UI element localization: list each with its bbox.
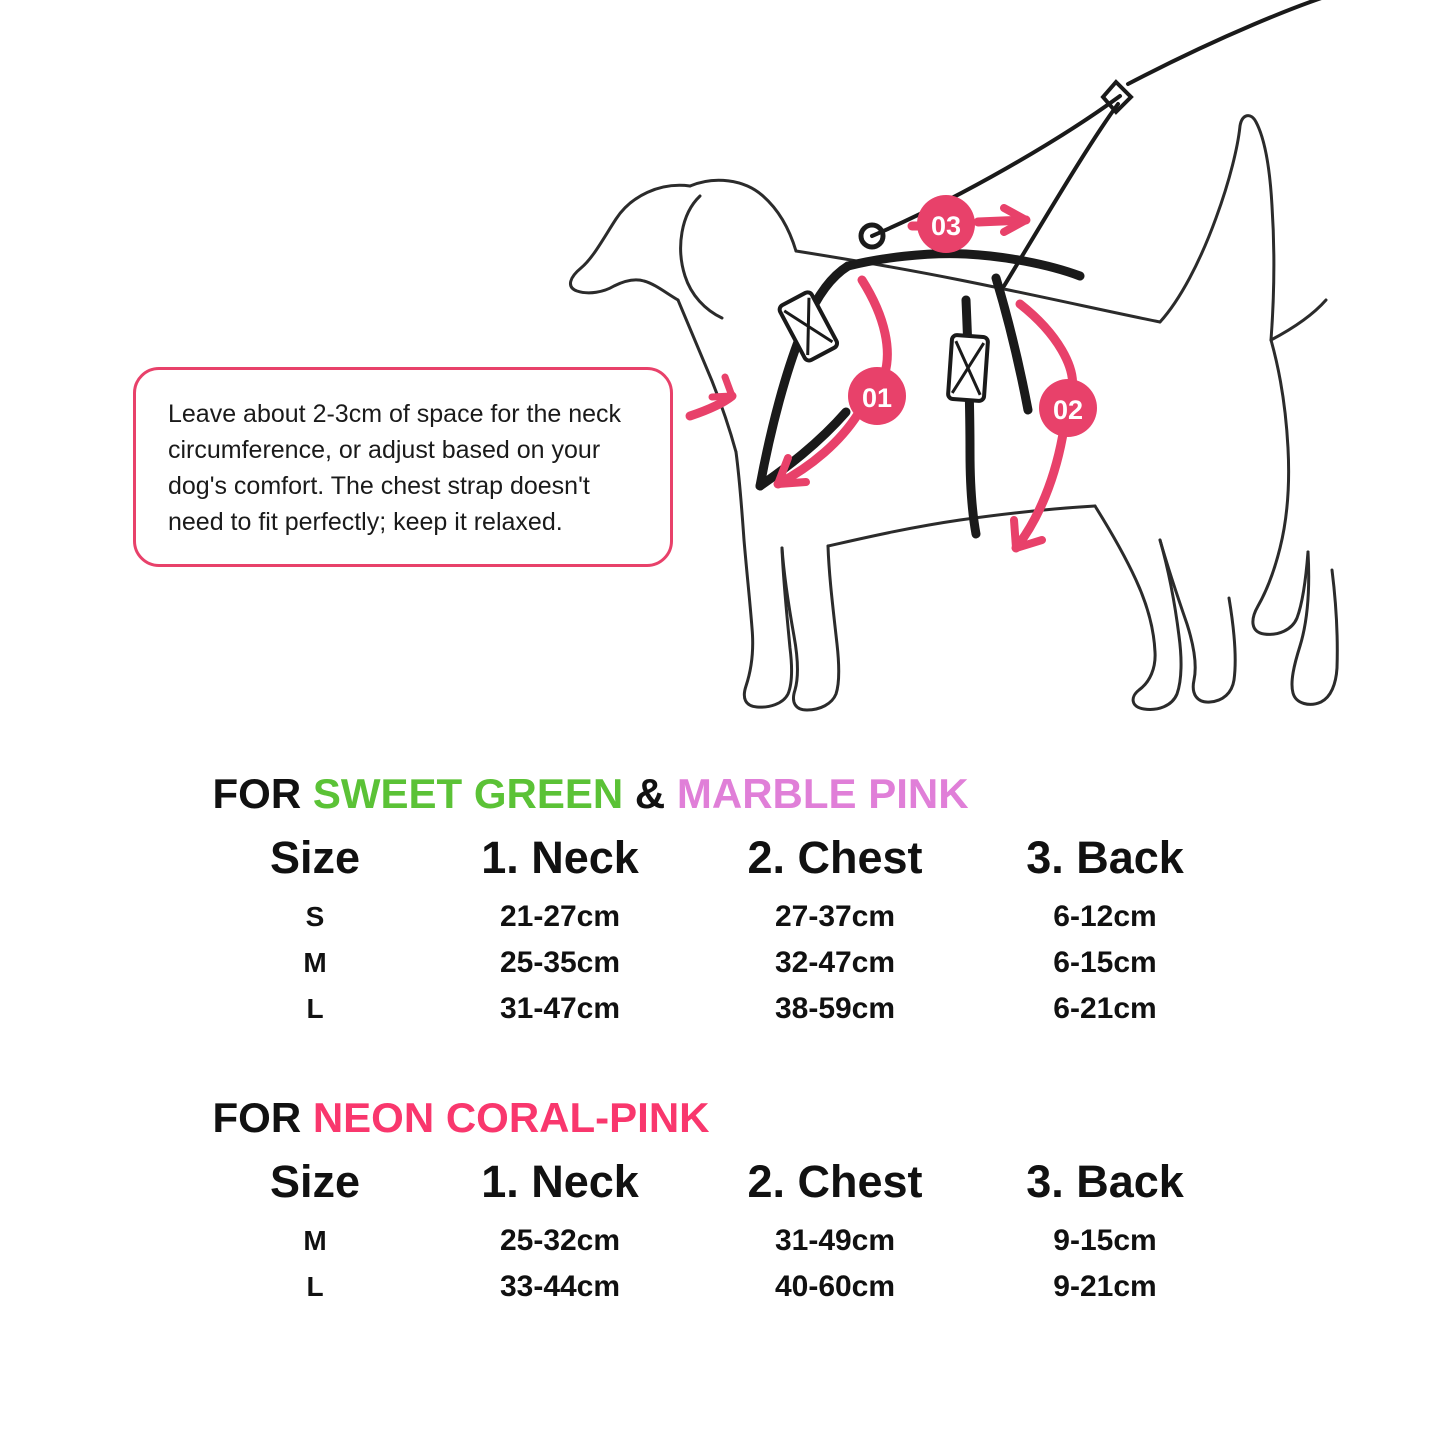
size-table-block-1 [208,770,1238,1032]
cell-size: M [303,947,327,978]
cell-chest: 31-49cm [774,1224,896,1257]
cell-chest: 40-60cm [774,1270,896,1303]
title-segment: FOR [212,1094,313,1141]
title-segment: FOR [212,770,313,817]
cell-neck: 31-47cm [499,992,621,1025]
cell-back: 6-21cm [1053,992,1157,1025]
cell-chest: 38-59cm [774,992,896,1025]
cell-back: 9-15cm [1053,1224,1157,1257]
table-header-row [208,1152,1238,1218]
cell-neck: 21-27cm [499,900,621,933]
size-table-1 [208,828,1238,1032]
cell-size: S [305,901,325,932]
header-neck: 1. Neck [481,1156,639,1207]
fit-tip-text: Leave about 2-3cm of space for the neck circumference, or adjust based on your dog's comfort. The chest strap doesn't need to fit perfectly; keep it relaxed. [168,400,622,536]
size-tables [0,770,1445,1310]
table-row [208,894,1238,940]
title-segment: SWEET GREEN [312,770,624,817]
header-chest: 2. Chest [747,832,923,883]
cell-chest: 32-47cm [774,946,896,979]
marker-03 [917,195,975,253]
title-segment: & [623,770,677,817]
table-row [208,1218,1238,1264]
header-neck: 1. Neck [481,832,639,883]
size-table-block-2 [208,1094,1238,1310]
cell-size: L [306,993,324,1024]
title-segment: MARBLE PINK [676,770,969,817]
table-row [208,940,1238,986]
marker-02 [1039,379,1097,437]
cell-back: 6-12cm [1053,900,1157,933]
size-table-2 [208,1152,1238,1310]
table-row [208,1264,1238,1310]
cell-back: 6-15cm [1053,946,1157,979]
fit-tip-callout [133,367,673,567]
header-size: Size [269,1156,361,1207]
cell-size: M [303,1225,327,1256]
header-chest: 2. Chest [747,1156,923,1207]
cell-neck: 25-35cm [499,946,621,979]
size-table-title-1 [213,770,1238,818]
cell-size: L [306,1271,324,1302]
header-size: Size [269,832,361,883]
table-row [208,986,1238,1032]
cell-neck: 33-44cm [499,1270,621,1303]
table-header-row [208,828,1238,894]
size-table-title-2 [213,1094,1238,1142]
marker-01 [848,367,906,425]
cell-neck: 25-32cm [499,1224,621,1257]
svg-text:02: 02 [1052,395,1084,425]
cell-back: 9-21cm [1053,1270,1157,1303]
svg-text:01: 01 [861,383,893,413]
header-back: 3. Back [1026,832,1184,883]
table-spacer [0,1032,1445,1094]
cell-chest: 27-37cm [774,900,896,933]
title-segment: NEON CORAL-PINK [312,1094,710,1141]
header-back: 3. Back [1026,1156,1184,1207]
svg-text:03: 03 [930,211,962,241]
